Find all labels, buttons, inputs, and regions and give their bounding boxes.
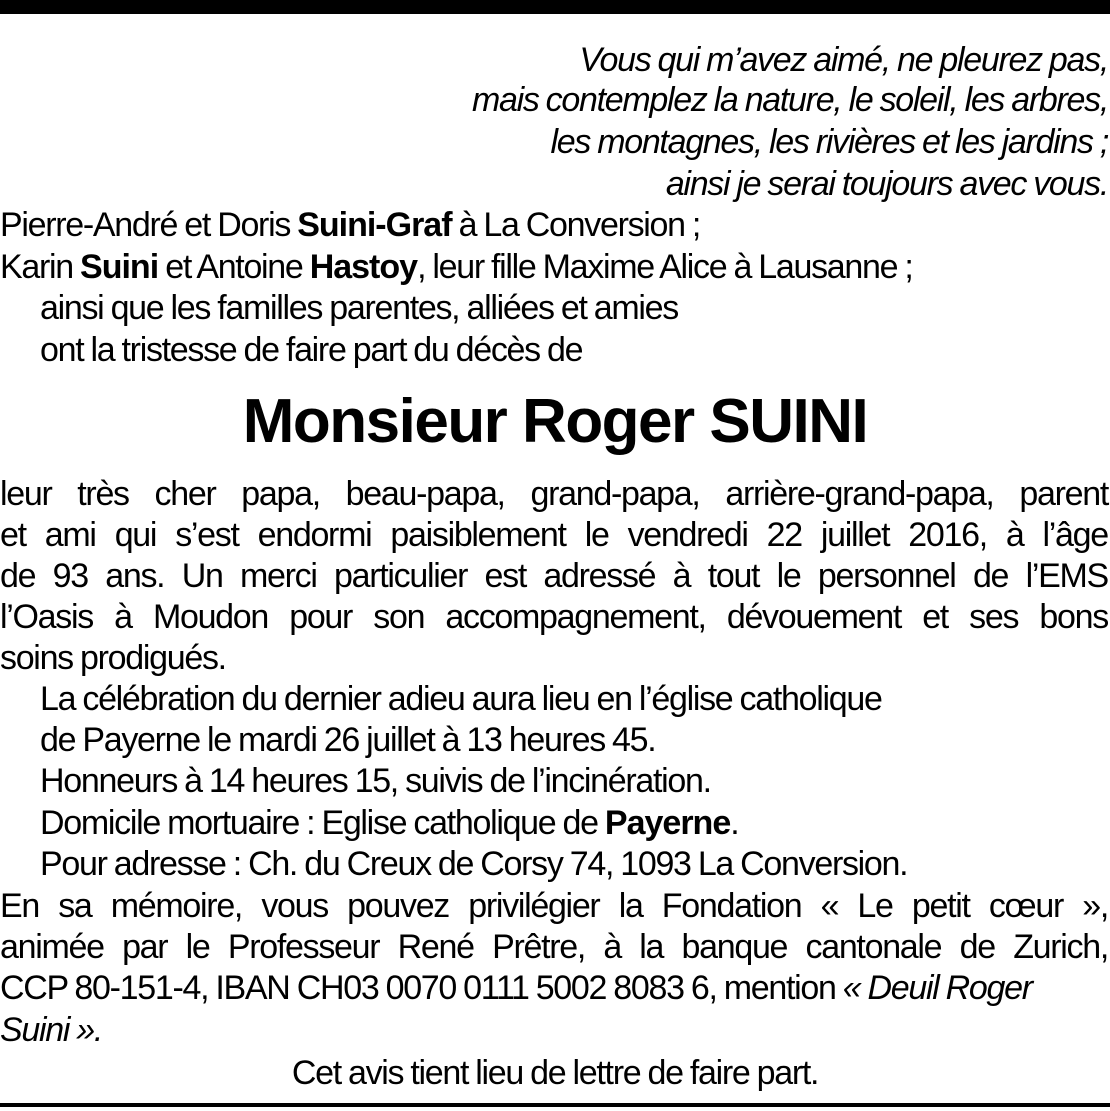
donation-text: CCP 80-151-4, IBAN CH03 0070 0111 5002 8083 6, mention [0,969,843,1007]
word: parent [1019,475,1108,513]
word: cœur [988,887,1063,925]
word: leur [0,475,52,513]
ceremony-line-1: La célébration du dernier adieu aura lieu en l’église catholique [40,680,882,718]
word: adressé [543,557,656,595]
family-line-3: ainsi que les familles parentes, alliées et amies [40,289,678,327]
family-text: et Antoine [158,248,310,286]
donation-line-1 [0,886,1110,926]
poem-line-3: les montagnes, les rivières et les jardins ; [550,123,1108,161]
family-text: à La Conversion ; [451,206,701,244]
family-line-1 [0,205,1110,245]
word: vendredi [627,516,748,554]
word: endormi [257,516,372,554]
word: l’âge [1042,516,1108,554]
family-text: Pierre-André et Doris [0,206,298,244]
ceremony-text: . [730,804,739,842]
deceased-name: Monsieur Roger SUINI [242,387,868,456]
word: bons [1039,598,1108,636]
ceremony-place: Payerne [604,804,731,842]
poem-line-1: Vous qui m’avez aimé, ne pleurez pas, [579,41,1108,79]
word: et [922,598,948,636]
word: Un [181,557,223,595]
word: la [639,928,664,966]
family-line-2 [0,247,1110,287]
word: est [484,557,526,595]
word: le [185,928,210,966]
word: banque [681,928,788,966]
word: tout [707,557,760,595]
word: Fondation [661,887,802,925]
word: cantonale [805,928,942,966]
word: très [77,475,129,513]
word: à [603,928,621,966]
body-line-2 [0,515,1110,555]
word: ses [969,598,1019,636]
word: le [584,516,609,554]
ceremony-line-2: de Payerne le mardi 26 juillet à 13 heures 45. [40,721,656,759]
word: papa, [241,475,320,513]
word: ami [44,516,96,554]
word: grand-papa, [530,475,700,513]
word: à [114,598,132,636]
family-text: , leur fille Maxime Alice à Lausanne ; [417,248,913,286]
word: vous [261,887,328,925]
ceremony-line-3: Honneurs à 14 heures 15, suivis de l’incinération. [40,762,711,800]
donation-mention: « Deuil Roger [842,969,1032,1007]
word: l’Oasis [0,598,93,636]
word: Zurich, [1013,928,1108,966]
word: l’EMS [1025,557,1108,595]
word: 22 [766,516,802,554]
body-line-4 [0,597,1110,637]
body-line-5: soins prodigués. [0,639,226,677]
closing-line: Cet avis tient lieu de lettre de faire part. [291,1054,819,1092]
top-rule [0,0,1110,14]
word: pour [289,598,353,636]
word: juillet [820,516,890,554]
word: petit [911,887,970,925]
word: ans. [105,557,165,595]
word: Professeur [227,928,380,966]
word: Prêtre, [492,928,585,966]
family-surname: Suini-Graf [297,206,452,244]
word: animée [0,928,104,966]
word: de [959,928,995,966]
donation-line-4: Suini ». [0,1011,103,1049]
word: son [373,598,425,636]
word: Moudon [152,598,269,636]
donation-line-2 [0,927,1110,967]
ceremony-text: Domicile mortuaire : Eglise catholique de [40,804,605,842]
bottom-rule [0,1103,1110,1107]
word: la [618,887,643,925]
word: merci [240,557,317,595]
word: arrière-grand-papa, [725,475,994,513]
word: mémoire, [110,887,243,925]
word: En [0,887,39,925]
word: 93 [52,557,88,595]
ceremony-line-5: Pour adresse : Ch. du Creux de Corsy 74, 1093 La Conversion. [40,845,908,883]
poem-line-2: mais contemplez la nature, le soleil, les arbres, [471,81,1108,119]
word: à [672,557,691,595]
word: à [1005,516,1024,554]
word: et [0,516,26,554]
word: « [820,887,839,925]
word: Le [857,887,893,925]
word: 2016, [908,516,987,554]
word: le [776,557,801,595]
donation-line-3 [0,968,1110,1008]
ceremony-line-4 [0,803,1110,843]
word: pouvez [347,887,450,925]
poem-line-4: ainsi je serai toujours avec vous. [665,165,1108,203]
word: René [397,928,474,966]
family-line-4: ont la tristesse de faire part du décès de [40,331,583,369]
word: s’est [175,516,239,554]
word: personnel [817,557,956,595]
word: cher [154,475,216,513]
word: privilégier [468,887,600,925]
word: de [972,557,1009,595]
word: par [122,928,168,966]
word: », [1082,887,1108,925]
word: sa [58,887,92,925]
body-line-3 [0,556,1110,596]
word: beau-papa, [345,475,505,513]
word: particulier [334,557,468,595]
family-text: Karin [0,248,81,286]
family-surname: Suini [80,248,159,286]
word: qui [114,516,157,554]
body-line-1 [0,474,1110,514]
word: dévouement [726,598,901,636]
word: accompagnement, [445,598,706,636]
family-surname: Hastoy [309,248,418,286]
word: paisiblement [390,516,566,554]
word: de [0,557,36,595]
